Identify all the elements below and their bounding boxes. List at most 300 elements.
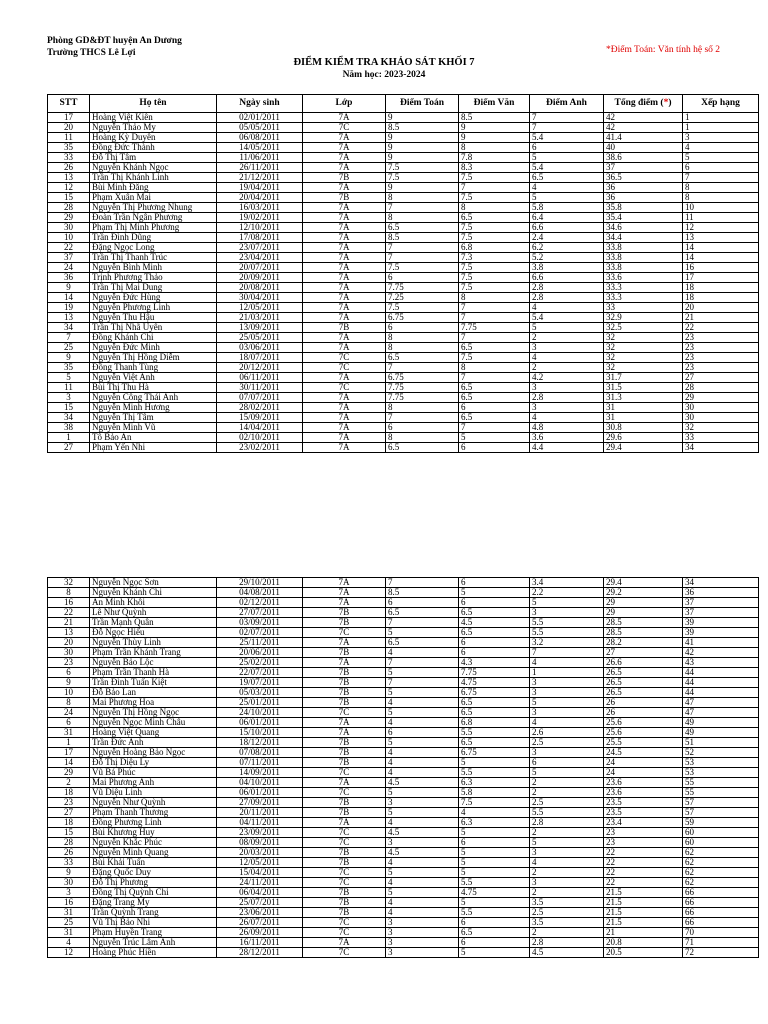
literature-cell: 7 xyxy=(459,183,530,193)
english-cell: 2 xyxy=(530,828,604,838)
math-cell: 7.5 xyxy=(386,163,459,173)
rank-cell: 57 xyxy=(683,798,759,808)
literature-cell: 7.5 xyxy=(459,273,530,283)
name-cell: Hoàng Kỳ Duyên xyxy=(90,133,217,143)
dob-cell: 25/05/2011 xyxy=(217,333,303,343)
table-row xyxy=(48,658,759,668)
english-cell: 1 xyxy=(530,668,604,678)
math-cell: 7.75 xyxy=(386,393,459,403)
stt-cell: 8 xyxy=(48,698,90,708)
english-cell: 3 xyxy=(530,608,604,618)
class-cell: 7A xyxy=(303,598,386,608)
dob-cell: 16/03/2011 xyxy=(217,203,303,213)
stt-cell: 5 xyxy=(48,373,90,383)
class-cell: 7B xyxy=(303,898,386,908)
name-cell: Bùi Khương Huy xyxy=(90,828,217,838)
class-cell: 7B xyxy=(303,748,386,758)
english-cell: 5 xyxy=(530,323,604,333)
name-cell: Hoàng Việt Quang xyxy=(90,728,217,738)
col-dob: Ngày sinh xyxy=(217,95,303,113)
class-cell: 7C xyxy=(303,383,386,393)
english-cell: 3 xyxy=(530,688,604,698)
math-cell: 4 xyxy=(386,898,459,908)
class-cell: 7A xyxy=(303,443,386,453)
name-cell: Đoàn Trần Ngân Phương xyxy=(90,213,217,223)
table-row xyxy=(48,678,759,688)
math-cell: 9 xyxy=(386,183,459,193)
rank-cell: 57 xyxy=(683,808,759,818)
dob-cell: 20/11/2011 xyxy=(217,808,303,818)
dob-cell: 30/11/2011 xyxy=(217,383,303,393)
literature-cell: 5 xyxy=(459,758,530,768)
class-cell: 7C xyxy=(303,123,386,133)
literature-cell: 7 xyxy=(459,373,530,383)
rank-cell: 39 xyxy=(683,618,759,628)
dob-cell: 04/10/2011 xyxy=(217,778,303,788)
rank-cell: 7 xyxy=(683,173,759,183)
class-cell: 7B xyxy=(303,798,386,808)
name-cell: Bùi Minh Đăng xyxy=(90,183,217,193)
name-cell: Nguyễn Thị Hồng Diễm xyxy=(90,353,217,363)
literature-cell: 9 xyxy=(459,133,530,143)
name-cell: Phạm Thị Minh Phương xyxy=(90,223,217,233)
name-cell: Đặng Quốc Duy xyxy=(90,868,217,878)
english-cell: 4.5 xyxy=(530,948,604,958)
literature-cell: 5.8 xyxy=(459,788,530,798)
table-row xyxy=(48,638,759,648)
rank-cell: 55 xyxy=(683,788,759,798)
literature-cell: 4.75 xyxy=(459,678,530,688)
name-cell: Trần Đình Dũng xyxy=(90,233,217,243)
name-cell: Trần Đức Anh xyxy=(90,738,217,748)
dob-cell: 07/08/2011 xyxy=(217,748,303,758)
total-cell: 33.6 xyxy=(604,273,683,283)
dob-cell: 13/09/2011 xyxy=(217,323,303,333)
stt-cell: 33 xyxy=(48,858,90,868)
literature-cell: 4.3 xyxy=(459,658,530,668)
stt-cell: 17 xyxy=(48,748,90,758)
dob-cell: 02/10/2011 xyxy=(217,433,303,443)
rank-cell: 66 xyxy=(683,898,759,908)
rank-cell: 66 xyxy=(683,888,759,898)
stt-cell: 3 xyxy=(48,393,90,403)
name-cell: Nguyễn Khánh Ngọc xyxy=(90,163,217,173)
rank-cell: 59 xyxy=(683,818,759,828)
rank-cell: 14 xyxy=(683,253,759,263)
total-cell: 23.6 xyxy=(604,788,683,798)
total-cell: 28.2 xyxy=(604,638,683,648)
english-cell: 3.5 xyxy=(530,898,604,908)
dob-cell: 03/06/2011 xyxy=(217,343,303,353)
english-cell: 6.5 xyxy=(530,173,604,183)
english-cell: 2.5 xyxy=(530,798,604,808)
table-row xyxy=(48,778,759,788)
literature-cell: 5 xyxy=(459,848,530,858)
score-table-part-2 xyxy=(47,577,759,958)
literature-cell: 7 xyxy=(459,423,530,433)
literature-cell: 4 xyxy=(459,808,530,818)
table-row xyxy=(48,433,759,443)
table-row xyxy=(48,838,759,848)
class-cell: 7A xyxy=(303,343,386,353)
table-row xyxy=(48,948,759,958)
stt-cell: 25 xyxy=(48,918,90,928)
total-cell: 22 xyxy=(604,868,683,878)
stt-cell: 27 xyxy=(48,808,90,818)
class-cell: 7A xyxy=(303,818,386,828)
table-row xyxy=(48,353,759,363)
stt-cell: 35 xyxy=(48,363,90,373)
name-cell: Trần Mạnh Quân xyxy=(90,618,217,628)
dob-cell: 23/06/2011 xyxy=(217,908,303,918)
literature-cell: 5 xyxy=(459,898,530,908)
name-cell: Nguyễn Đức Minh xyxy=(90,343,217,353)
class-cell: 7B xyxy=(303,678,386,688)
class-cell: 7A xyxy=(303,433,386,443)
dob-cell: 21/03/2011 xyxy=(217,313,303,323)
table-row xyxy=(48,283,759,293)
table-row xyxy=(48,698,759,708)
name-cell: Đồng Đức Thành xyxy=(90,143,217,153)
english-cell: 4.8 xyxy=(530,423,604,433)
english-cell: 2.5 xyxy=(530,908,604,918)
english-cell: 2.8 xyxy=(530,293,604,303)
stt-cell: 14 xyxy=(48,293,90,303)
table-row xyxy=(48,393,759,403)
math-cell: 7.5 xyxy=(386,173,459,183)
rank-cell: 37 xyxy=(683,598,759,608)
english-cell: 2.8 xyxy=(530,393,604,403)
stt-cell: 24 xyxy=(48,263,90,273)
math-cell: 6.5 xyxy=(386,638,459,648)
table-row xyxy=(48,323,759,333)
literature-cell: 6.5 xyxy=(459,608,530,618)
english-cell: 4.2 xyxy=(530,373,604,383)
table-row xyxy=(48,143,759,153)
dob-cell: 12/05/2011 xyxy=(217,303,303,313)
dob-cell: 14/04/2011 xyxy=(217,423,303,433)
english-cell: 4 xyxy=(530,353,604,363)
class-cell: 7B xyxy=(303,618,386,628)
dob-cell: 21/12/2011 xyxy=(217,173,303,183)
total-cell: 22 xyxy=(604,858,683,868)
col-english: Điểm Anh xyxy=(530,95,604,113)
dob-cell: 19/07/2011 xyxy=(217,678,303,688)
class-cell: 7C xyxy=(303,868,386,878)
col-literature: Điểm Văn xyxy=(459,95,530,113)
class-cell: 7C xyxy=(303,878,386,888)
stt-cell: 9 xyxy=(48,868,90,878)
total-cell: 40 xyxy=(604,143,683,153)
name-cell: Phạm Trần Khánh Trang xyxy=(90,648,217,658)
class-cell: 7B xyxy=(303,888,386,898)
english-cell: 2 xyxy=(530,868,604,878)
english-cell: 5 xyxy=(530,698,604,708)
english-cell: 2.2 xyxy=(530,588,604,598)
class-cell: 7C xyxy=(303,768,386,778)
literature-cell: 6.5 xyxy=(459,383,530,393)
table-row xyxy=(48,758,759,768)
english-cell: 2 xyxy=(530,928,604,938)
stt-cell: 7 xyxy=(48,333,90,343)
english-cell: 5 xyxy=(530,838,604,848)
literature-cell: 5.5 xyxy=(459,728,530,738)
table-row xyxy=(48,588,759,598)
name-cell: Đặng Ngọc Long xyxy=(90,243,217,253)
dob-cell: 27/07/2011 xyxy=(217,608,303,618)
stt-cell: 26 xyxy=(48,163,90,173)
rank-cell: 18 xyxy=(683,293,759,303)
name-cell: Hoàng Phúc Hiền xyxy=(90,948,217,958)
class-cell: 7A xyxy=(303,233,386,243)
dob-cell: 26/09/2011 xyxy=(217,928,303,938)
rank-cell: 6 xyxy=(683,163,759,173)
dob-cell: 12/10/2011 xyxy=(217,223,303,233)
total-cell: 28.5 xyxy=(604,618,683,628)
literature-cell: 6.5 xyxy=(459,343,530,353)
math-cell: 4.5 xyxy=(386,848,459,858)
table-row xyxy=(48,788,759,798)
total-cell: 29.2 xyxy=(604,588,683,598)
class-cell: 7A xyxy=(303,413,386,423)
table-row xyxy=(48,768,759,778)
math-cell: 8 xyxy=(386,343,459,353)
name-cell: Nguyễn Bình Minh xyxy=(90,263,217,273)
class-cell: 7A xyxy=(303,778,386,788)
name-cell: Nguyễn Thị Tâm xyxy=(90,413,217,423)
rank-cell: 34 xyxy=(683,578,759,588)
total-cell: 30.8 xyxy=(604,423,683,433)
rank-cell: 62 xyxy=(683,848,759,858)
name-cell: Đỗ Thị Diệu Ly xyxy=(90,758,217,768)
class-cell: 7B xyxy=(303,648,386,658)
rank-cell: 66 xyxy=(683,908,759,918)
class-cell: 7A xyxy=(303,113,386,123)
name-cell: Trịnh Phương Thảo xyxy=(90,273,217,283)
rank-cell: 23 xyxy=(683,333,759,343)
english-cell: 5.4 xyxy=(530,133,604,143)
dob-cell: 03/09/2011 xyxy=(217,618,303,628)
stt-cell: 30 xyxy=(48,223,90,233)
math-cell: 5 xyxy=(386,708,459,718)
rank-cell: 23 xyxy=(683,353,759,363)
total-cell: 37 xyxy=(604,163,683,173)
rank-cell: 72 xyxy=(683,948,759,958)
class-cell: 7A xyxy=(303,588,386,598)
stt-cell: 11 xyxy=(48,133,90,143)
class-cell: 7C xyxy=(303,928,386,938)
dob-cell: 08/09/2011 xyxy=(217,838,303,848)
literature-cell: 6.5 xyxy=(459,708,530,718)
literature-cell: 7.8 xyxy=(459,153,530,163)
table-row xyxy=(48,598,759,608)
math-cell: 3 xyxy=(386,928,459,938)
total-cell: 26 xyxy=(604,708,683,718)
class-cell: 7A xyxy=(303,313,386,323)
table-row xyxy=(48,908,759,918)
rank-cell: 51 xyxy=(683,738,759,748)
literature-cell: 6 xyxy=(459,648,530,658)
class-cell: 7A xyxy=(303,243,386,253)
table-row xyxy=(48,708,759,718)
math-cell: 7 xyxy=(386,618,459,628)
math-cell: 7 xyxy=(386,363,459,373)
math-cell: 4 xyxy=(386,858,459,868)
literature-cell: 6 xyxy=(459,403,530,413)
stt-cell: 23 xyxy=(48,658,90,668)
name-cell: Nguyễn Thị Hồng Ngọc xyxy=(90,708,217,718)
table-body-1 xyxy=(48,113,759,453)
class-cell: 7B xyxy=(303,608,386,618)
class-cell: 7A xyxy=(303,333,386,343)
dob-cell: 20/03/2011 xyxy=(217,848,303,858)
dob-cell: 06/11/2011 xyxy=(217,373,303,383)
class-cell: 7A xyxy=(303,213,386,223)
math-cell: 6 xyxy=(386,598,459,608)
table-row xyxy=(48,858,759,868)
total-cell: 24.5 xyxy=(604,748,683,758)
math-cell: 3 xyxy=(386,918,459,928)
english-cell: 3 xyxy=(530,403,604,413)
math-cell: 9 xyxy=(386,133,459,143)
name-cell: Đồng Thị Quỳnh Chi xyxy=(90,888,217,898)
total-cell: 24 xyxy=(604,768,683,778)
col-stt: STT xyxy=(48,95,90,113)
class-cell: 7B xyxy=(303,738,386,748)
dob-cell: 14/09/2011 xyxy=(217,768,303,778)
math-cell: 8.5 xyxy=(386,123,459,133)
literature-cell: 4.5 xyxy=(459,618,530,628)
english-cell: 5 xyxy=(530,153,604,163)
class-cell: 7B xyxy=(303,668,386,678)
total-cell: 26.6 xyxy=(604,658,683,668)
stt-cell: 31 xyxy=(48,728,90,738)
class-cell: 7A xyxy=(303,658,386,668)
math-cell: 8 xyxy=(386,433,459,443)
name-cell: Vũ Bá Phúc xyxy=(90,768,217,778)
dob-cell: 05/05/2011 xyxy=(217,123,303,133)
rank-cell: 16 xyxy=(683,263,759,273)
stt-cell: 4 xyxy=(48,938,90,948)
english-cell: 3 xyxy=(530,343,604,353)
english-cell: 4 xyxy=(530,413,604,423)
table-row xyxy=(48,213,759,223)
literature-cell: 7.75 xyxy=(459,668,530,678)
rank-cell: 8 xyxy=(683,193,759,203)
english-cell: 2.5 xyxy=(530,738,604,748)
english-cell: 3.2 xyxy=(530,638,604,648)
table-row xyxy=(48,243,759,253)
name-cell: Nguyễn Khánh Chi xyxy=(90,588,217,598)
table-row xyxy=(48,193,759,203)
english-cell: 4.4 xyxy=(530,443,604,453)
total-cell: 20.8 xyxy=(604,938,683,948)
stt-cell: 16 xyxy=(48,598,90,608)
school-year: Năm học: 2023-2024 xyxy=(342,70,426,80)
literature-cell: 8 xyxy=(459,143,530,153)
total-cell: 21.5 xyxy=(604,888,683,898)
math-cell: 4 xyxy=(386,878,459,888)
name-cell: Nguyễn Hoàng Bảo Ngọc xyxy=(90,748,217,758)
name-cell: Nguyễn Ngọc Minh Châu xyxy=(90,718,217,728)
table-row xyxy=(48,163,759,173)
rank-cell: 21 xyxy=(683,313,759,323)
total-cell: 29.6 xyxy=(604,433,683,443)
table-row xyxy=(48,443,759,453)
total-cell: 32.9 xyxy=(604,313,683,323)
stt-cell: 30 xyxy=(48,878,90,888)
stt-cell: 13 xyxy=(48,173,90,183)
class-cell: 7C xyxy=(303,363,386,373)
math-cell: 3 xyxy=(386,798,459,808)
literature-cell: 7.5 xyxy=(459,353,530,363)
math-cell: 7.75 xyxy=(386,383,459,393)
class-cell: 7B xyxy=(303,808,386,818)
literature-cell: 6 xyxy=(459,598,530,608)
stt-cell: 36 xyxy=(48,273,90,283)
total-cell: 31 xyxy=(604,403,683,413)
rank-cell: 47 xyxy=(683,698,759,708)
english-cell: 2.8 xyxy=(530,938,604,948)
dob-cell: 06/04/2011 xyxy=(217,888,303,898)
name-cell: Phạm Thanh Thương xyxy=(90,808,217,818)
literature-cell: 5 xyxy=(459,868,530,878)
class-cell: 7A xyxy=(303,143,386,153)
class-cell: 7C xyxy=(303,628,386,638)
literature-cell: 6.8 xyxy=(459,243,530,253)
total-cell: 22 xyxy=(604,878,683,888)
table-row xyxy=(48,403,759,413)
literature-cell: 5 xyxy=(459,858,530,868)
rank-cell: 53 xyxy=(683,768,759,778)
total-cell: 34.4 xyxy=(604,233,683,243)
total-cell: 21.5 xyxy=(604,898,683,908)
rank-cell: 5 xyxy=(683,153,759,163)
stt-cell: 32 xyxy=(48,578,90,588)
class-cell: 7A xyxy=(303,303,386,313)
literature-cell: 7.5 xyxy=(459,223,530,233)
table-row xyxy=(48,233,759,243)
dob-cell: 02/12/2011 xyxy=(217,598,303,608)
table-row xyxy=(48,888,759,898)
dob-cell: 20/08/2011 xyxy=(217,283,303,293)
name-cell: Trần Đình Tuấn Kiệt xyxy=(90,678,217,688)
stt-cell: 17 xyxy=(48,113,90,123)
dob-cell: 23/02/2011 xyxy=(217,443,303,453)
math-cell: 8.5 xyxy=(386,233,459,243)
dob-cell: 20/04/2011 xyxy=(217,193,303,203)
math-cell: 4 xyxy=(386,768,459,778)
rank-cell: 11 xyxy=(683,213,759,223)
name-cell: Nguyễn Đức Hùng xyxy=(90,293,217,303)
dob-cell: 26/07/2011 xyxy=(217,918,303,928)
dob-cell: 18/12/2011 xyxy=(217,738,303,748)
dob-cell: 28/12/2011 xyxy=(217,948,303,958)
class-cell: 7A xyxy=(303,203,386,213)
class-cell: 7B xyxy=(303,858,386,868)
dob-cell: 24/10/2011 xyxy=(217,708,303,718)
name-cell: An Minh Khôi xyxy=(90,598,217,608)
class-cell: 7A xyxy=(303,718,386,728)
total-cell: 32 xyxy=(604,333,683,343)
english-cell: 5 xyxy=(530,598,604,608)
table-row xyxy=(48,918,759,928)
stt-cell: 24 xyxy=(48,708,90,718)
stt-cell: 19 xyxy=(48,303,90,313)
name-cell: Phạm Yến Nhi xyxy=(90,443,217,453)
dob-cell: 23/04/2011 xyxy=(217,253,303,263)
math-cell: 5 xyxy=(386,628,459,638)
